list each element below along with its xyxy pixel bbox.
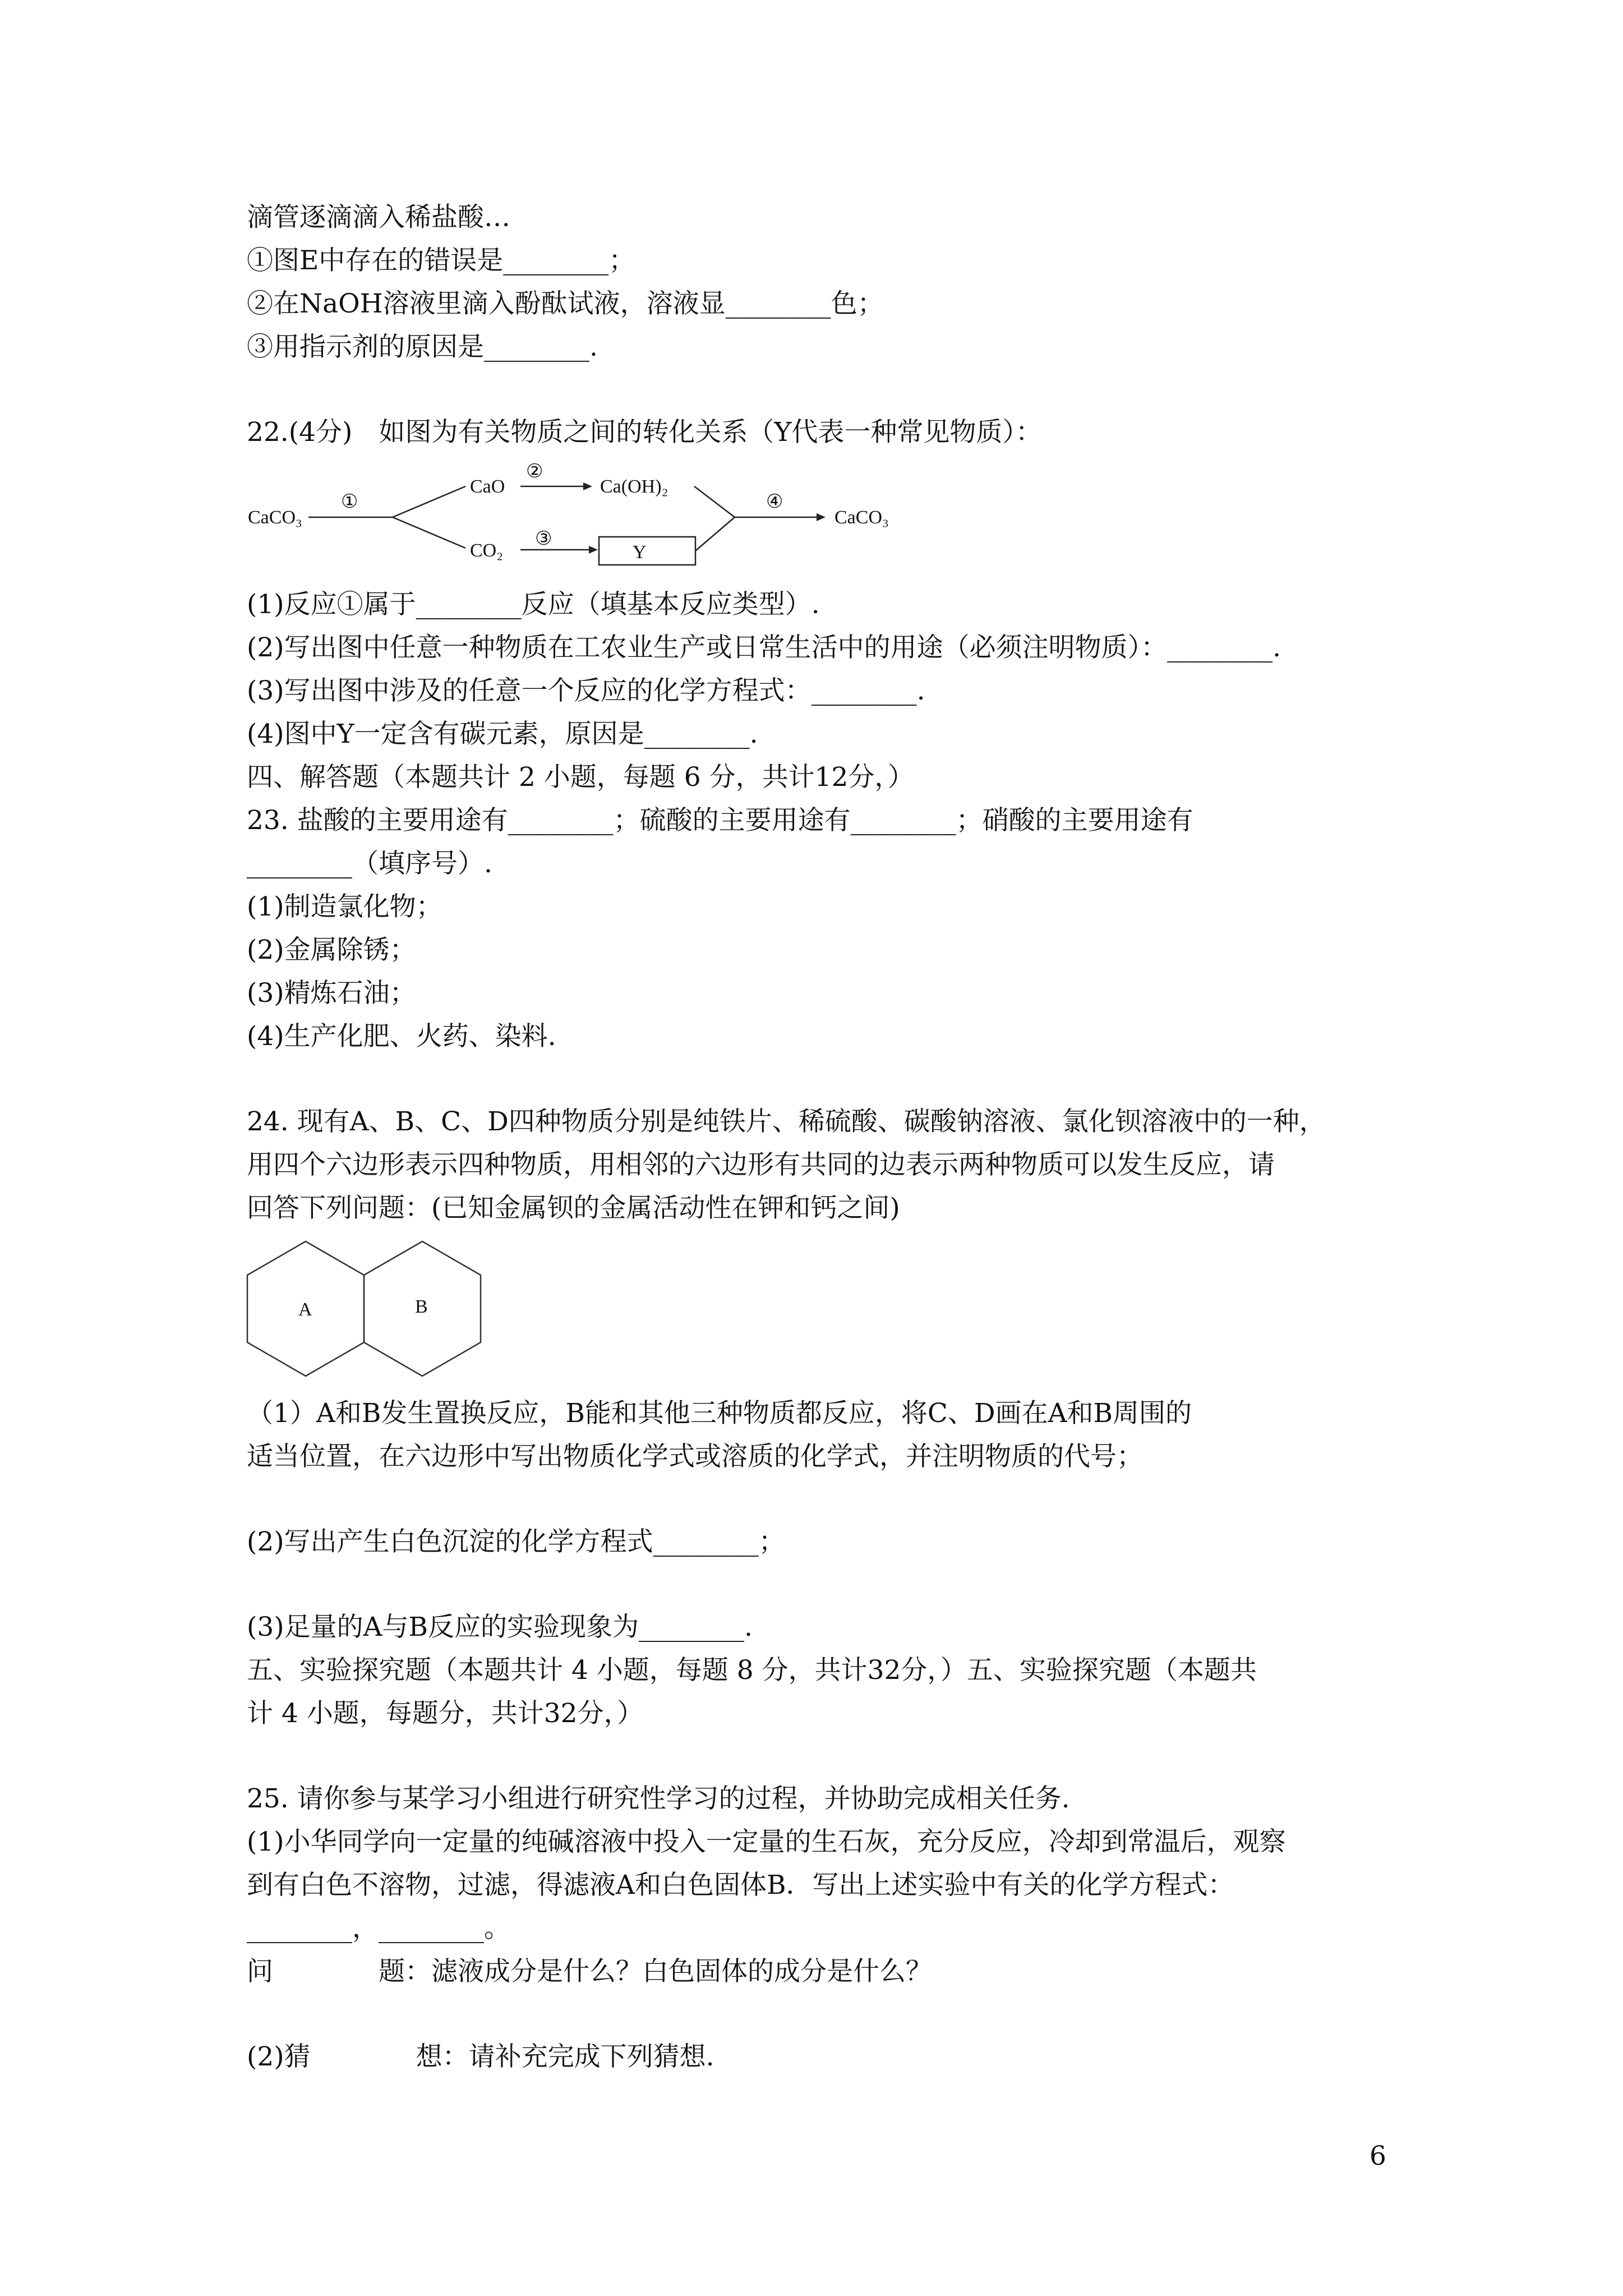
hexagon-b-label: B: [415, 1296, 428, 1317]
question-24-item: （1）A和B发生置换反应，B能和其他三种物质都反应，将C、D画在A和B周围的: [247, 1398, 1192, 1429]
hexagon-a-label: A: [298, 1299, 312, 1320]
diagram-end-label: CaCO₃: [834, 507, 889, 528]
question-23-option: (2)金属除锈；: [247, 935, 416, 965]
question-25-line: 25. 请你参与某学习小组进行研究性学习的过程，并协助完成相关任务.: [247, 1783, 1070, 1814]
question-25-line: 问 题：滤液成分是什么？白色固体的成分是什么？: [247, 1956, 932, 1987]
diagram-step-3: ③: [535, 528, 552, 549]
section-heading: 计 4 小题，每题分，共计32分，）: [247, 1698, 644, 1729]
question-22-item: (1)反应①属于________反应（填基本反应类型）.: [247, 589, 820, 620]
question-23-line: ________（填序号）.: [247, 848, 492, 879]
diagram-start-label: CaCO₃: [248, 507, 302, 528]
question-23-option: (3)精炼石油；: [247, 978, 416, 1009]
text-line: 滴管逐滴滴入稀盐酸…: [247, 202, 510, 233]
diagram-y-label: Y: [633, 542, 647, 563]
diagram-step-2: ②: [526, 461, 543, 482]
diagram-step-4: ④: [766, 491, 783, 512]
text-line: ①图E中存在的错误是________；: [247, 245, 635, 276]
question-22-item: (2)写出图中任意一种物质在工农业生产或日常生活中的用途（必须注明物质）：________.: [247, 632, 1281, 663]
diagram-caoh2-label: Ca(OH)₂: [600, 476, 668, 497]
conversion-diagram: [241, 452, 937, 581]
section-heading: 五、实验探究题（本题共计 4 小题，每题 8 分，共计32分，）五、实验探究题（本题共: [247, 1655, 1257, 1686]
question-25-line: ________，________。: [247, 1913, 510, 1944]
diagram-co2-label: CO₂: [470, 540, 504, 561]
question-25-line: (2)猜 想：请补充完成下列猜想.: [247, 2041, 714, 2072]
question-25-line: (1)小华同学向一定量的纯碱溶液中投入一定量的生石灰，充分反应，冷却到常温后，观察: [247, 1826, 1286, 1857]
question-24-line: 24. 现有A、B、C、D四种物质分别是纯铁片、稀硫酸、碳酸钠溶液、氯化钡溶液中的一种，: [247, 1106, 1326, 1137]
question-24-line: 回答下列问题：(已知金属钡的金属活动性在钾和钙之间): [247, 1193, 900, 1223]
question-22-item: (4)图中Y一定含有碳元素，原因是________.: [247, 719, 758, 749]
diagram-step-1: ①: [341, 491, 358, 512]
question-23-option: (4)生产化肥、火药、染料.: [247, 1021, 556, 1052]
question-24-item: (3)足量的A与B反应的实验现象为________.: [247, 1612, 753, 1642]
question-23-option: (1)制造氯化物；: [247, 891, 442, 922]
question-24-line: 用四个六边形表示四种物质，用相邻的六边形有共同的边表示两种物质可以发生反应，请: [247, 1149, 1275, 1180]
section-heading: 四、解答题（本题共计 2 小题，每题 6 分，共计12分，）: [247, 762, 914, 793]
question-22-title: 22.(4分) 如图为有关物质之间的转化关系（Y代表一种常见物质）：: [247, 417, 1042, 448]
question-24-item: (2)写出产生白色沉淀的化学方程式________；: [247, 1526, 785, 1557]
question-24-item: 适当位置，在六边形中写出物质化学式或溶质的化学式，并注明物质的代号；: [247, 1441, 1143, 1472]
question-22-item: (3)写出图中涉及的任意一个反应的化学方程式：________.: [247, 675, 925, 706]
question-25-line: 到有白色不溶物，过滤，得滤液A和白色固体B．写出上述实验中有关的化学方程式：: [247, 1870, 1234, 1901]
hexagon-diagram: [241, 1237, 494, 1377]
page-number: 6: [1370, 2141, 1386, 2171]
diagram-cao-label: CaO: [470, 476, 505, 497]
question-23-line: 23. 盐酸的主要用途有________；硫酸的主要用途有________；硝酸的主要用途有: [247, 805, 1193, 836]
text-line: ③用指示剂的原因是________.: [247, 332, 598, 362]
text-line: ②在NaOH溶液里滴入酚酞试液，溶液显________色；: [247, 288, 884, 319]
